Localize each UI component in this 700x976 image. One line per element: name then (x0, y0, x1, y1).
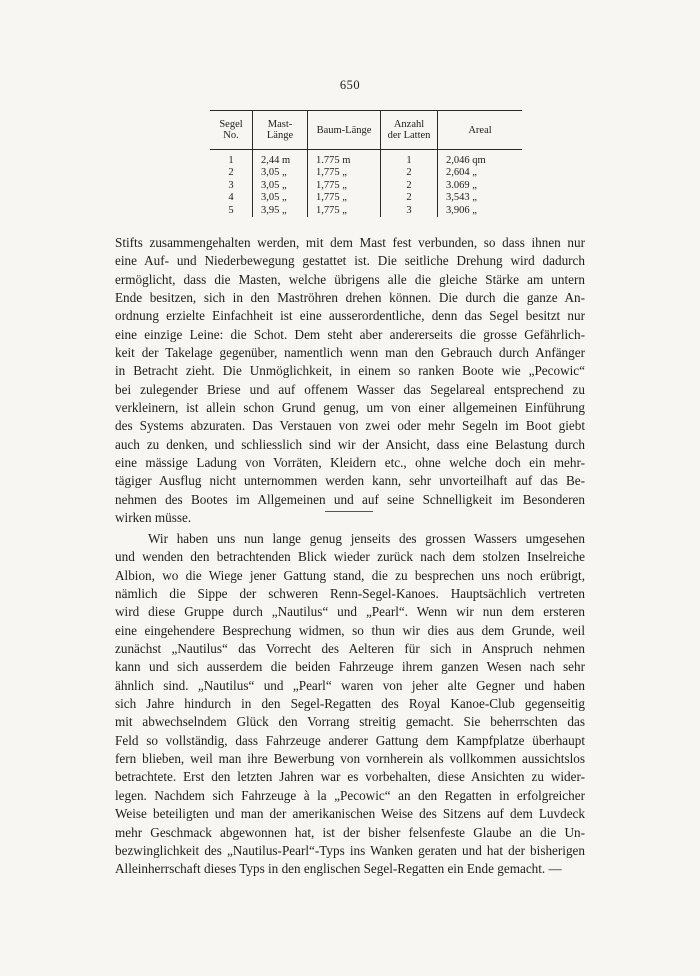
text-line: mit abwechselndem Glück den Vorrang streitig gemacht. Sie beherrschten das (115, 714, 585, 730)
table-cell: 1.775 m (308, 150, 381, 168)
text-line: tägiger Ausflug nicht unternommen werden kann, sehr unvorteilhaft auf das Be- (115, 473, 585, 489)
text-line: eine einzige Leine: die Schot. Dem steht aber andererseits die grosse Gefährlich- (115, 326, 585, 342)
paragraph-nautilus-pearl (115, 530, 585, 879)
text-line: bei zulegender Briese und auf offenem Wasser das Segelareal entsprechend zu (115, 381, 585, 397)
text-line: eine eingehendere Besprechung widmen, so thun wir dies aus dem Grunde, weil (115, 622, 585, 638)
table-row (210, 192, 522, 204)
table-cell: 2 (381, 180, 438, 192)
table-cell: 2,44 m (253, 150, 308, 168)
text-line: ordnung erzielte Einfachheit ist eine ausserordentliche, denn das Segel besitzt nur (115, 308, 585, 324)
table-cell: 1 (381, 150, 438, 168)
text-line: Albion, wo die Wiege jener Gattung stand, die zu besprechen uns noch erübrigt, (115, 567, 585, 583)
table-cell: 3,05 „ (253, 167, 308, 179)
table-row (210, 180, 522, 192)
table-cell: 3,95 „ (253, 205, 308, 217)
text-line: bezwinglichkeit des „Nautilus-Pearl“-Typs ins Wanken geraten und hat der bisherigen (115, 842, 585, 858)
header-areal: Areal (438, 111, 523, 150)
text-line: verkleinern, ist allein schon Grund genug, um von einer allgemeinen Einführung (115, 400, 585, 416)
table-cell: 3,05 „ (253, 192, 308, 204)
table-cell: 2,046 qm (438, 150, 523, 168)
sail-dimensions-table (210, 110, 522, 217)
text-line: in Betracht zieht. Die Unmöglichkeit, in einem so ranken Boote wie „Pecowic“ (115, 363, 585, 379)
table-cell: 3 (381, 205, 438, 217)
text-line: Ende besitzen, sich in den Maströhren drehen können. Die durch die ganze An- (115, 290, 585, 306)
text-line: wirken müsse. (115, 510, 192, 526)
text-line: sich Jahre hindurch in den Segel-Regatten des Royal Kanoe-Club gegenseitig (115, 696, 585, 712)
table-cell: 2 (228, 167, 234, 179)
table-cell: 3,05 „ (253, 180, 308, 192)
text-line: und wenden den betrachtenden Blick wieder zurück nach dem stolzen Inselreiche (115, 549, 585, 565)
table-row (210, 205, 522, 217)
text-line: nehmen des Bootes im Allgemeinen und auf seine Schnelligkeit im Besonderen (115, 491, 585, 507)
text-line: nämlich die Sippe der schweren Renn-Segel-Kanoes. Hauptsächlich vertreten (115, 586, 585, 602)
text-line: Alleinherrschaft dieses Typs in den englischen Segel-Regatten ein Ende gemacht. — (115, 861, 562, 877)
table-cell: 3.069 „ (438, 180, 523, 192)
header-mast-laenge: Mast- Länge (253, 111, 308, 150)
text-line: auch zu denken, und schliesslich sind wir der Ansicht, dass eine Belastung durch (115, 436, 585, 452)
text-line: mehr Geschmack abgewonnen hat, ist der bisher felsenfeste Glaube an die Un- (115, 824, 585, 840)
text-line: Feld so vollständig, dass Fahrzeuge anderer Gattung dem Kampfplatze überhaupt (115, 732, 585, 748)
header-anzahl-latten: Anzahl der Latten (381, 111, 438, 150)
table-cell: 5 (228, 204, 234, 216)
text-line: fern blieben, weil man ihre Bewerbung von vornherein als vollkommen aussichtslos (115, 751, 585, 767)
section-divider (325, 511, 373, 512)
text-line: kann und sich ausserdem die beiden Fahrzeuge ihrem ganzen Wesen nach sehr (115, 659, 585, 675)
text-line: zunächst „Nautilus“ das Vorrecht des Aelteren für sich in Anspruch nehmen (115, 641, 585, 657)
table-cell: 1,775 „ (308, 167, 381, 179)
page-number: 650 (339, 78, 361, 92)
text-line: eine mässige Ladung von Vorräten, Kleidern etc., ohne welche doch ein mehr- (115, 455, 585, 471)
text-line: ähnlich sind. „Nautilus“ und „Pearl“ waren von jeher alte Gegner und haben (115, 677, 585, 693)
table-cell: 2 (381, 167, 438, 179)
table-row (210, 167, 522, 179)
table-row (210, 150, 522, 168)
table-cell: 4 (228, 192, 234, 204)
table-cell: 3,543 „ (438, 192, 523, 204)
text-line: wird diese Gruppe durch „Nautilus“ und „Pearl“. Wenn wir nun dem ersteren (115, 604, 585, 620)
header-baum-laenge: Baum-Länge (308, 111, 381, 150)
table-header-row (210, 111, 522, 150)
table-cell: 1 (228, 155, 234, 166)
text-line: betrachtete. Erst den letzten Jahren war es vorbehalten, diese Ansichten zu wider- (115, 769, 585, 785)
text-line: Weise beteiligten und man der amerikanischen Weise des Sitzens auf dem Luvdeck (115, 806, 585, 822)
table-cell: 2 (381, 192, 438, 204)
header-segel-no: Segel No. (210, 111, 253, 150)
text-line: legen. Nachdem sich Fahrzeuge à la „Pecowic“ an den Regatten in erfolgreicher (115, 787, 585, 803)
text-line: keit der Takelage gegenüber, namentlich wenn man den Gebrauch durch Anfänger (115, 345, 585, 361)
text-line: eine Auf- und Niederbewegung gestattet ist. Die seitliche Drehung wird dadurch (115, 253, 585, 269)
text-line: Stifts zusammengehalten werden, mit dem Mast fest verbunden, so dass ihnen nur (115, 235, 585, 250)
table-cell: 2,604 „ (438, 167, 523, 179)
text-line: Wir haben uns nun lange genug jenseits des grossen Wassers umgesehen (148, 531, 585, 546)
table-cell: 1,775 „ (308, 180, 381, 192)
table-cell: 1,775 „ (308, 205, 381, 217)
table-cell: 3,906 „ (438, 205, 523, 217)
text-line: des Systems abzuraten. Das Verstauen von zwei oder mehr Segeln im Boot giebt (115, 418, 585, 434)
text-line: ermöglicht, dass die Masten, welche übrigens alle die gleiche Stärke am untern (115, 271, 585, 287)
paragraph-rigging (115, 234, 585, 528)
table-cell: 1,775 „ (308, 192, 381, 204)
table-cell: 3 (228, 179, 234, 191)
